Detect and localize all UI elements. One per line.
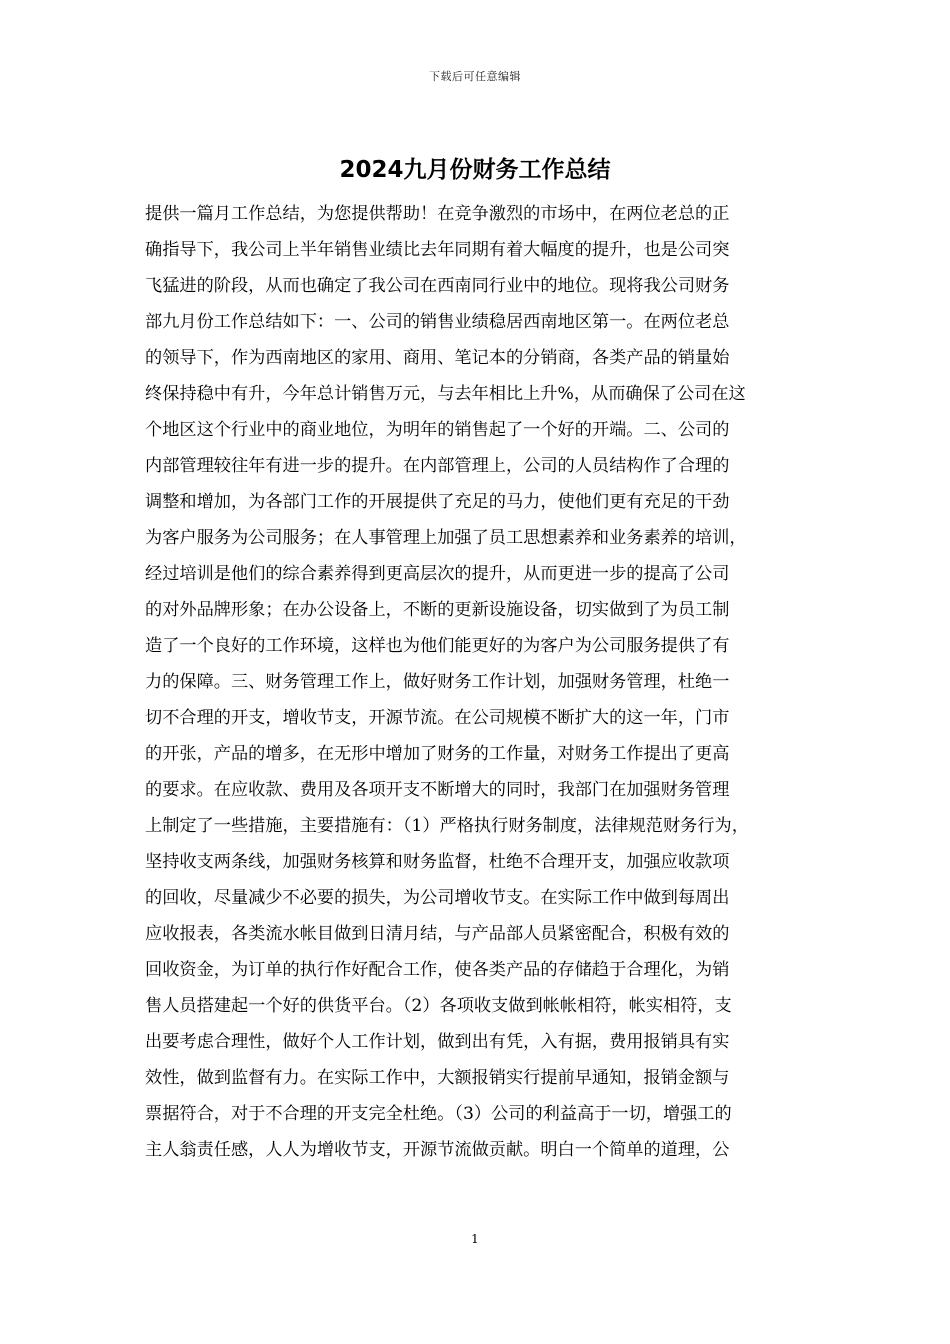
body-line: 回收资金，为订单的执行作好配合工作，使各类产品的存储趋于合理化，为销 xyxy=(145,960,730,980)
body-line: 提供一篇月工作总结，为您提供帮助！在竞争激烈的市场中，在两位老总的正 xyxy=(145,204,730,224)
body-line: 票据符合，对于不合理的开支完全杜绝。（3）公司的利益高于一切，增强工的 xyxy=(145,1104,732,1124)
body-line: 切不合理的开支，增收节支，开源节流。在公司规模不断扩大的这一年，门市 xyxy=(145,708,730,728)
body-line: 内部管理较往年有进一步的提升。在内部管理上，公司的人员结构作了合理的 xyxy=(145,456,730,476)
body-line: 的对外品牌形象；在办公设备上，不断的更新设施设备，切实做到了为员工制 xyxy=(145,600,730,620)
body-line: 的要求。在应收款、费用及各项开支不断增大的同时，我部门在加强财务管理 xyxy=(145,780,730,800)
body-line: 为客户服务为公司服务；在人事管理上加强了员工思想素养和业务素养的培训， xyxy=(145,528,747,548)
body-line: 坚持收支两条线，加强财务核算和财务监督，杜绝不合理开支，加强应收款项 xyxy=(145,852,730,872)
page-header-note: 下载后可任意编辑 xyxy=(429,70,521,83)
body-line: 上制定了一些措施，主要措施有：（1）严格执行财务制度，法律规范财务行为， xyxy=(145,816,749,836)
body-line: 经过培训是他们的综合素养得到更高层次的提升，从而更进一步的提高了公司 xyxy=(145,564,730,584)
document-body xyxy=(145,196,825,1168)
body-line: 的领导下，作为西南地区的家用、商用、笔记本的分销商，各类产品的销量始 xyxy=(145,348,730,368)
body-line: 售人员搭建起一个好的供货平台。（2）各项收支做到帐帐相符，帐实相符，支 xyxy=(145,996,732,1016)
page-number: 1 xyxy=(471,1232,479,1246)
body-line: 出要考虑合理性，做好个人工作计划，做到出有凭，入有据，费用报销具有实 xyxy=(145,1032,730,1052)
body-line: 力的保障。三、财务管理工作上，做好财务工作计划，加强财务管理，杜绝一 xyxy=(145,672,730,692)
body-line: 部九月份工作总结如下：一、公司的销售业绩稳居西南地区第一。在两位老总 xyxy=(145,312,730,332)
body-line: 应收报表，各类流水帐目做到日清月结，与产品部人员紧密配合，积极有效的 xyxy=(145,924,730,944)
body-line: 造了一个良好的工作环境，这样也为他们能更好的为客户为公司服务提供了有 xyxy=(145,636,730,656)
body-line: 飞猛进的阶段，从而也确定了我公司在西南同行业中的地位。现将我公司财务 xyxy=(145,276,730,296)
body-line: 的回收，尽量减少不必要的损失，为公司增收节支。在实际工作中做到每周出 xyxy=(145,888,730,908)
body-line: 个地区这个行业中的商业地位，为明年的销售起了一个好的开端。二、公司的 xyxy=(145,420,730,440)
body-line: 调整和增加，为各部门工作的开展提供了充足的马力，使他们更有充足的干劲 xyxy=(145,492,730,512)
document-title: 2024九月份财务工作总结 xyxy=(339,157,611,183)
body-line: 的开张，产品的增多，在无形中增加了财务的工作量，对财务工作提出了更高 xyxy=(145,744,730,764)
body-line: 终保持稳中有升，今年总计销售万元，与去年相比上升%，从而确保了公司在这 xyxy=(145,384,746,404)
body-line: 主人翁责任感，人人为增收节支，开源节流做贡献。明白一个简单的道理，公 xyxy=(145,1140,730,1160)
body-line: 确指导下，我公司上半年销售业绩比去年同期有着大幅度的提升，也是公司突 xyxy=(145,240,730,260)
body-line: 效性，做到监督有力。在实际工作中，大额报销实行提前早通知，报销金额与 xyxy=(145,1068,730,1088)
